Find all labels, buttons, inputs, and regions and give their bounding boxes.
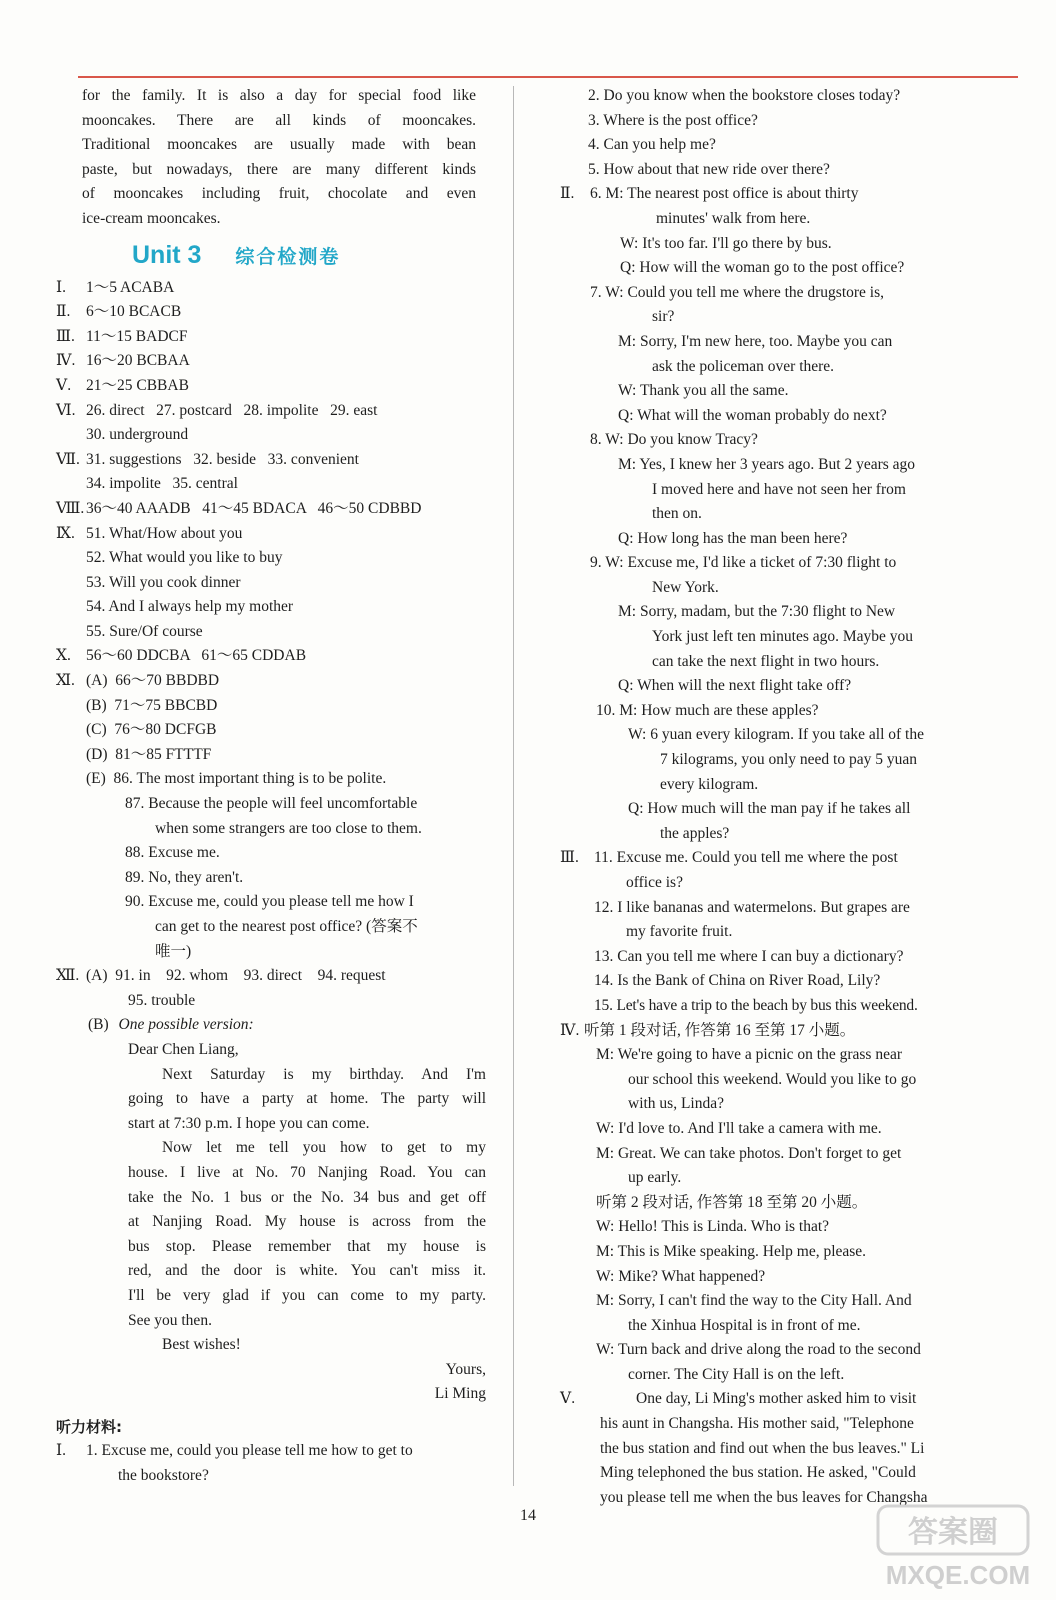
answer-line: 55. Sure/Of course	[86, 622, 203, 640]
intro-line: ice-cream mooncakes.	[82, 209, 221, 227]
letter-line: going to have a party at home. The party will	[128, 1090, 486, 1108]
answer-line: Ⅴ. 21～25 CBBAB	[56, 374, 496, 399]
listening-line: M: Great. We can take photos. Don't forget to get	[596, 1144, 902, 1162]
section-mark: Ⅶ.	[56, 450, 80, 468]
listening-line: corner. The City Hall is on the left.	[628, 1365, 845, 1383]
listening-line: M: Sorry, I can't find the way to the City Hall. And	[596, 1292, 912, 1310]
page-number: 14	[520, 1507, 536, 1524]
letter	[128, 1038, 486, 1407]
section-mark: Ⅷ.	[56, 499, 85, 517]
answer-line: 唯一)	[155, 942, 192, 960]
listening-line: W: Thank you all the same.	[618, 382, 789, 400]
listening-line: 2. Do you know when the bookstore closes today?	[588, 87, 901, 104]
listening-line: M: Yes, I knew her 3 years ago. But 2 years ago	[618, 455, 916, 473]
letter-signature: Li Ming	[434, 1385, 486, 1403]
listening-line: 8. W: Do you know Tracy?	[590, 431, 758, 449]
listening-line: 5. How about that new ride over there?	[588, 160, 830, 178]
listening-line: 15. Let's have a trip to the beach by bus this weekend.	[594, 996, 918, 1014]
letter-line: start at 7:30 p.m. I hope you can come.	[128, 1114, 370, 1132]
answer-line: when some strangers are too close to them.	[155, 819, 422, 837]
column-divider	[513, 86, 514, 1486]
answer-line: Ⅱ. 6～10 BCACB	[56, 300, 496, 325]
section-mark: Ⅳ.	[56, 352, 76, 370]
section-mark: Ⅻ.	[56, 967, 80, 985]
section-mark: Ⅲ.	[560, 849, 579, 867]
listening-line: 7 kilograms, you only need to pay 5 yuan	[660, 751, 917, 769]
listening-line: Q: How long has the man been here?	[618, 529, 848, 547]
listening-line: Ⅳ. 听第 1 段对话, 作答第 16 至第 17 小题。	[560, 1019, 1000, 1044]
listening-line: Ⅴ. One day, Li Ming's mother asked him to visit	[560, 1387, 1000, 1412]
letter-closing: Best wishes!	[162, 1336, 241, 1354]
letter-line: See you then.	[128, 1311, 212, 1329]
letter-sign: Yours,	[445, 1360, 486, 1378]
listening-line: W: I'd love to. And I'll take a camera with me.	[596, 1119, 882, 1137]
letter-line: Next Saturday is my birthday. And I'm	[162, 1065, 486, 1083]
listening-line: W: Hello! This is Linda. Who is that?	[596, 1218, 830, 1236]
section-mark: Ⅸ.	[56, 524, 75, 542]
listening-line: M: We're going to have a picnic on the grass near	[596, 1046, 902, 1064]
listening-line: minutes' walk from here.	[656, 209, 811, 227]
answer-line: 87. Because the people will feel uncomfortable	[125, 795, 418, 813]
section-mark: Ⅵ.	[56, 401, 76, 419]
listening-line: with us, Linda?	[628, 1095, 724, 1113]
listening-line: sir?	[652, 308, 675, 326]
answer-line: 89. No, they aren't.	[125, 868, 244, 886]
answer-line: Ⅳ. 16～20 BCBAA	[56, 349, 496, 374]
answer-line: can get to the nearest post office? (答案不	[155, 918, 418, 935]
answer-line: Ⅰ. 1～5 ACABA	[56, 276, 496, 301]
section-mark: Ⅰ.	[56, 1442, 66, 1460]
answer-line: (D) 81～85 FTTTF	[86, 745, 212, 763]
section-mark: Ⅴ.	[560, 1390, 576, 1408]
answer-line: 95. trouble	[128, 991, 196, 1009]
listening-line: 10. M: How much are these apples?	[596, 701, 819, 719]
listening-line: 听第 2 段对话, 作答第 18 至第 20 小题。	[596, 1193, 868, 1211]
listening-line: you please tell me when the bus leaves for Changsha	[600, 1488, 928, 1506]
watermark-logo	[870, 1496, 1046, 1596]
left-column	[56, 84, 496, 1489]
watermark-bottom-text: MXQE.COM	[885, 1560, 1031, 1590]
answer-line: 52. What would you like to buy	[86, 549, 283, 567]
letter-line: take the No. 1 bus or the No. 34 bus and get off	[128, 1188, 486, 1206]
section-mark: Ⅴ.	[56, 376, 72, 394]
listening-line: W: It's too far. I'll go there by bus.	[620, 234, 832, 252]
listening-line: W: 6 yuan every kilogram. If you take all of the	[628, 726, 924, 744]
section-mark: Ⅳ.	[560, 1021, 580, 1039]
listening-line: M: This is Mike speaking. Help me, please.	[596, 1242, 867, 1260]
listening-line: Ⅱ. 6. M: The nearest post office is about thirty	[560, 182, 1000, 207]
listening-heading: 听力材料:	[56, 1417, 122, 1436]
listening-line: Ming telephoned the bus station. He asked, "Could	[600, 1464, 916, 1482]
listening-line: his aunt in Changsha. His mother said, "Telephone	[600, 1415, 914, 1433]
listening-line: can take the next flight in two hours.	[652, 652, 880, 670]
letter-line: Now let me tell you how to get to my	[162, 1139, 486, 1157]
listening-line: the apples?	[660, 824, 730, 842]
intro-line: paste, but nowadays, there are many different kinds	[82, 160, 476, 178]
listening-line: York just left ten minutes ago. Maybe you	[652, 628, 914, 646]
listening-line: New York.	[652, 578, 719, 596]
listening-line: up early.	[628, 1169, 682, 1187]
listening-line: the bookstore?	[118, 1467, 209, 1485]
intro-line: for the family. It is also a day for special food like	[82, 87, 476, 104]
listening-line: our school this weekend. Would you like to go	[628, 1070, 917, 1088]
listening-line: M: Sorry, I'm new here, too. Maybe you can	[618, 332, 893, 350]
listening-line: my favorite fruit.	[626, 923, 733, 941]
answer-line: 30. underground	[86, 426, 189, 444]
answer-line: Ⅹ. 56～60 DDCBA 61～65 CDDAB	[56, 644, 496, 669]
section-mark: Ⅱ.	[56, 303, 71, 321]
answer-line: 53. Will you cook dinner	[86, 573, 241, 591]
letter-line: I'll be very glad if you can come to my party.	[128, 1286, 486, 1304]
answer-line: Ⅲ. 11～15 BADCF	[56, 325, 496, 350]
section-mark: Ⅺ.	[56, 672, 75, 690]
listening-line: 7. W: Could you tell me where the drugstore is,	[590, 283, 885, 301]
letter-line: at Nanjing Road. My house is across from the	[128, 1213, 486, 1231]
intro-line: mooncakes. There are all kinds of mooncakes.	[82, 111, 476, 129]
letter-greeting: Dear Chen Liang,	[128, 1040, 239, 1058]
listening-line: 14. Is the Bank of China on River Road, Lily?	[594, 972, 881, 990]
listening-line: 4. Can you help me?	[588, 136, 716, 154]
listening-line: Ⅲ. 11. Excuse me. Could you tell me where the post	[560, 846, 1000, 871]
listening-line: I moved here and have not seen her from	[652, 480, 906, 498]
answer-line: (B) 71～75 BBCBD	[86, 696, 218, 714]
right-column	[560, 84, 1000, 1510]
writing-version-line: (B) One possible version:	[88, 1016, 254, 1034]
listening-line: M: Sorry, madam, but the 7:30 flight to New	[618, 603, 896, 621]
intro-line: of mooncakes including fruit, chocolate and even	[82, 185, 476, 203]
listening-line: the Xinhua Hospital is in front of me.	[628, 1316, 861, 1334]
listening-line: Q: How much will the man pay if he takes all	[628, 800, 911, 818]
section-mark: Ⅹ.	[56, 647, 71, 665]
answer-line: 88. Excuse me.	[125, 844, 220, 862]
answer-line: 34. impolite 35. central	[86, 475, 238, 493]
answer-line: Ⅺ. (A) 66～70 BBDBD	[56, 669, 496, 694]
listening-line: Q: What will the woman probably do next?	[618, 406, 887, 424]
listening-line: Q: How will the woman go to the post office?	[620, 259, 905, 277]
answer-line: Ⅷ. 36～40 AAADB 41～45 BDACA 46～50 CDBBD	[56, 497, 496, 522]
unit-title: Unit 3	[132, 240, 202, 269]
answer-line: (E) 86. The most important thing is to be polite.	[86, 770, 387, 788]
letter-line: red, and the door is white. You can't miss it.	[128, 1262, 486, 1280]
section-mark: Ⅰ.	[56, 278, 66, 296]
unit-subtitle: 综合检测卷	[235, 245, 341, 268]
section-mark: Ⅲ.	[56, 327, 75, 345]
watermark-top-text: 答案圈	[908, 1515, 998, 1550]
listening-line: 13. Can you tell me where I can buy a dictionary?	[594, 947, 904, 965]
listening-line: 9. W: Excuse me, I'd like a ticket of 7:30 flight to	[590, 554, 897, 572]
answer-line: 90. Excuse me, could you please tell me how I	[125, 893, 414, 911]
listening-line: Ⅰ. 1. Excuse me, could you please tell me how to get to	[56, 1439, 496, 1464]
listening-line: ask the policeman over there.	[652, 357, 835, 375]
listening-line: Q: When will the next flight take off?	[618, 677, 852, 695]
intro-line: Traditional mooncakes are usually made with bean	[82, 136, 476, 154]
listening-line: office is?	[626, 874, 683, 891]
section-mark: Ⅱ.	[560, 185, 575, 203]
letter-line: bus stop. Please remember that my house is	[128, 1237, 486, 1255]
letter-line: house. I live at No. 70 Nanjing Road. You can	[128, 1163, 486, 1181]
listening-line: every kilogram.	[660, 775, 759, 793]
listening-line: 12. I like bananas and watermelons. But grapes are	[594, 898, 910, 916]
answer-list	[56, 276, 496, 1014]
intro-paragraph	[82, 84, 476, 232]
listening-line: the bus station and find out when the bus leaves." Li	[600, 1439, 925, 1457]
answer-line: Ⅻ. (A) 91. in 92. whom 93. direct 94. request	[56, 964, 496, 989]
listening-line: W: Mike? What happened?	[596, 1267, 766, 1285]
listening-line: 3. Where is the post office?	[588, 111, 758, 129]
listening-line: then on.	[652, 505, 702, 523]
answer-line: Ⅸ. 51. What/How about you	[56, 522, 496, 547]
unit-heading	[132, 236, 496, 274]
top-rule	[78, 76, 1018, 78]
answer-line: Ⅶ. 31. suggestions 32. beside 33. convenient	[56, 448, 496, 473]
answer-line: Ⅵ. 26. direct 27. postcard 28. impolite 29. east	[56, 399, 496, 424]
answer-line: 54. And I always help my mother	[86, 598, 294, 616]
listening-line: W: Turn back and drive along the road to the second	[596, 1341, 921, 1359]
answer-line: (C) 76～80 DCFGB	[86, 721, 217, 739]
